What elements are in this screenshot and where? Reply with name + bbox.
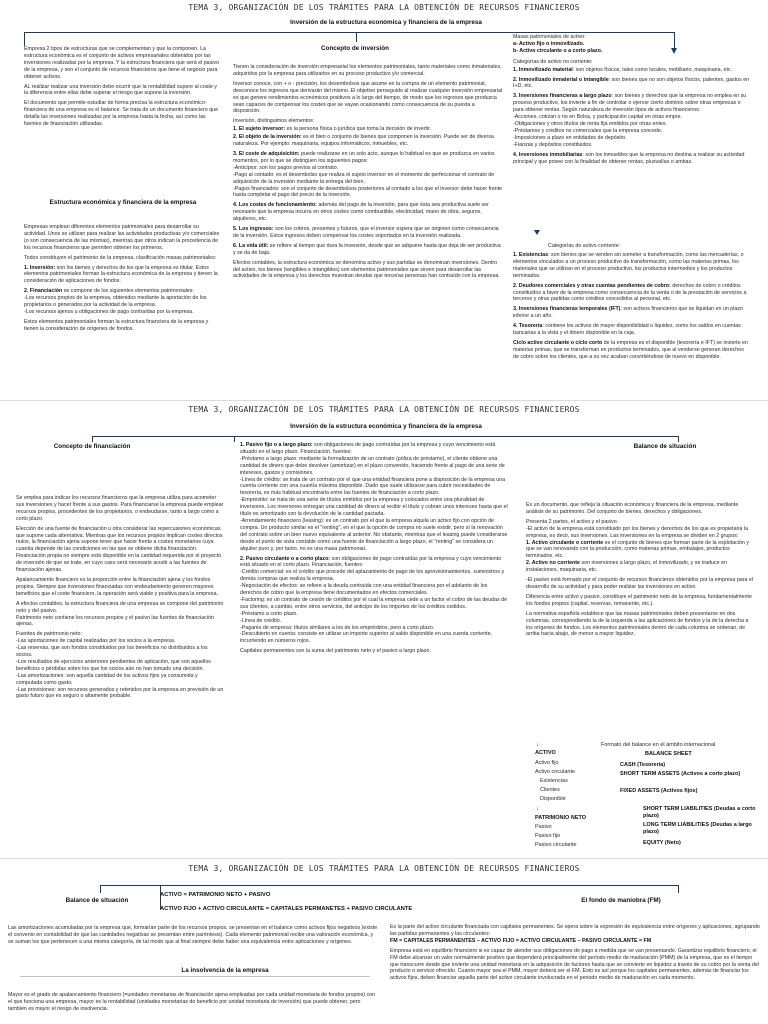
text: : son bienes que no son objetos físicos, patentes, gastos en I+D, etc. (513, 76, 750, 90)
bold-term: 2. Pasivo circulante o a corto plazo: (240, 555, 331, 562)
paragraph: -Línea de crédito: se trata de un contrato por el que una entidad financiera pone a disposición de la empresa una cuenta corriente con una cuantía máxima disponible. Dado que suele utilizarse para cubrir necesidades de tesorería, es más habitual encontrarla entre las fuentes de financiación a corto plazo. (240, 476, 506, 497)
paragraph: -Los resultados de ejercicios anteriores pendientes de aplicación, que son aquellos beneficios o pérdidas sobre los que los socios aún no han tomado una decisión. (16, 658, 211, 672)
existencias: Existencias (540, 778, 568, 784)
bold-term: EQUITY (Neto) (643, 840, 681, 846)
bold-term: LONG TERM LIABILITIES (Deudas a largo plazo) (643, 822, 752, 835)
connector-line (92, 436, 93, 442)
text: -Fianzas y depósitos constituidos. (513, 141, 593, 148)
connector-line (234, 436, 235, 442)
page2-middle-column (240, 442, 510, 658)
text: son inversiones a largo plazo, el inmovilizado, y se traduce en instalaciones, maquinaria, etc. (526, 560, 727, 574)
paragraph: -Descubierto en cuenta: consiste en utilizar un importe superior al saldo disponible en una cuenta corriente, incurriendo en números rojos. (240, 631, 493, 645)
bold-term: 4. Los costes de funcionamiento: (233, 202, 317, 209)
paragraph: -El pasivo está formado por el conjunto de recursos financieros obtenidos por la empresa para el desarrollo de su actividad y para poder realizar las inversiones en activo. (526, 577, 754, 590)
page1-middle-column (233, 64, 503, 283)
bold-term: 1. Pasivo fijo o a largo plazo: (240, 442, 313, 448)
paragraph (240, 442, 510, 456)
format-label: Formato del balance en el ámbito internacional (601, 742, 716, 748)
paragraph (513, 152, 751, 166)
connector-line (356, 32, 357, 42)
subsection-heading: Concepto de inversión (321, 45, 389, 52)
bold-term: 2. Inmovilizado inmaterial o intangible (513, 76, 609, 83)
bold-term: 3. Inversiones financieras a largo plazo (513, 93, 612, 100)
page2-right-column (526, 502, 756, 641)
bold-term: SHORT TERM ASSETS (Activos a corto plazo) (620, 771, 741, 777)
paragraph: -Crédito comercial: es el crédito que procede del aplazamiento de pago de los aprovisionamientos, suministros y demás compras que realiza la empresa. (240, 569, 505, 583)
arrow-down-icon: ↓ (536, 806, 539, 812)
paragraph (513, 252, 751, 280)
paragraph: La normativa española establece que las masas patrimoniales deben presentarse en dos columnas, correspondiendo la de la izquierda a las aplicaciones de fondos y la de la derecha a los orígenes de fondos. Los elementos patrimoniales dentro de cada columna se ordenan, de arriba hacia abajo, de menor a mayor liquidez. (526, 610, 749, 638)
paragraph: -Pagarés de empresa: títulos similares a los de los empréstitos, pero a corto plazo. (240, 624, 435, 631)
paragraph: -Préstamo a corto plazo. (240, 610, 298, 617)
pasivo-circulante: Pasivo circulante (535, 842, 577, 848)
bold-term: ACTIVO (535, 750, 556, 756)
page3-left-column-2 (8, 992, 378, 1016)
bold-term: 5. Los ingresos: (233, 226, 274, 233)
clientes: Clientes (540, 787, 560, 793)
paragraph: Efectos contables, la estructura económica se denomina activo y sus partidas se denominan inversiones. Dentro del activo, los bienes (tangibles e intangibles) son elementos patrimoniales que sirven para desarrollar las actividades de la empresa y los derechos muestran deudas que terceras personas han contraído con la empresa. (233, 259, 500, 280)
text: se compone de los siguientes elementos patrimoniales: (62, 288, 194, 295)
paragraph: -Las aportaciones de capital realizadas por los socios a la empresa. (16, 638, 176, 645)
paragraph: Presenta 2 partes, el activo y el pasivo. (526, 518, 619, 525)
paragraph (233, 151, 503, 199)
bold-term: a- Activo fijo o inmovilizado. (513, 40, 585, 47)
bold-term: 2. Deudores comerciales y otras cuentas pendientes de cobro: (513, 282, 671, 289)
paragraph: Empresa 2 tipos de estructuras que se complementan y que la componen. La estructura económica es el conjunto de activos empresariales obtenidos por las inversiones realizadas por la empresa. Y la estructura financiera que será el pasivo de la empresa, y son el conjunto de recursos financieros que tiene el negocio para obtener activos. (24, 46, 220, 80)
connector-line (100, 885, 678, 886)
paragraph: -Negociación de efectos: se refiere a la deuda contraída con una entidad financiera por el adelanto de los derechos de cobro que la empresa tiene documentados en efectos comerciales. (240, 583, 488, 597)
paragraph (233, 126, 503, 133)
connector-line (20, 976, 370, 977)
text: es el bien o conjunto de bienes que componen la inversión. Puede ser de diversa naturaleza. Por ejemplo: maquinaria, equipos informáticos, inmuebles, etc. (233, 134, 494, 148)
text: -Anticipos: son los pagos previos al contrato. (233, 164, 339, 171)
page3-left-column (8, 925, 378, 949)
paragraph (233, 134, 503, 148)
page1-left-column-2 (24, 224, 222, 336)
subsection-heading: Concepto de financiación (53, 443, 131, 450)
bold-term: BALANCE SHEET (645, 751, 692, 757)
paragraph: -Empréstito: se trata de una serie de títulos emitidos por la empresa y colocados entre una pluralidad de inversores. Los inversores entregan una cantidad de dinero al recibir el título y cobran unos intereses hasta que el título es amortizado con la devolución de la cantidad pactada. (240, 497, 508, 518)
paragraph: AL realizar realizar una inversión debe ocurrir que la rentabilidad supere al coste y la diferencia entre ellas debe superar el riesgo que supone la inversión. (24, 83, 217, 97)
paragraph: -Línea de crédito. (240, 617, 282, 624)
paragraph: Diferencia entre activo y pasivo, constituye el patrimonio neto de la empresa, fundamentalmente los fondos propios (capital, reservas, remanente, etc.). (526, 593, 752, 607)
bold-term: 1. Existencias (513, 252, 549, 258)
bold-term: b- Activo circulante o a corto plazo. (513, 47, 603, 54)
section-heading: Inversión de la estructura económica y financiera de la empresa (290, 423, 482, 430)
paragraph (526, 540, 756, 561)
text: : son los inmuebles que la empresa no destina a realizar su actividad principal y que posee con la finalidad de obtener rentas, plusvalías o ambas. (513, 151, 745, 165)
paragraph (513, 77, 751, 91)
bold-term: 3. Inversiones financieras temporales (IFT) (513, 306, 621, 313)
paragraph: -Las reservas, que son fondos constituidos por los beneficios no distribuidos a los socios. (16, 645, 208, 659)
arrow-down-icon (534, 230, 540, 235)
subsection-heading: La insolvencia de la empresa (181, 967, 269, 974)
text: : contiene los activos de mayor disponibilidad o liquidez, como los saldos en cuentas bancarias a la vista y el dinero disponible en la caja. (513, 323, 741, 337)
paragraph: El documento que permite estudiar de forma precisa la estructura económico-financiera de una empresa es el balance. Se trata de un documento financiero que detalla las inversiones realizadas por la empresa hasta la fecha, así como las fuentes de financiación utilizadas. (24, 100, 219, 128)
paragraph (513, 340, 751, 361)
activo-label (535, 750, 556, 757)
pasivo: Pasivo (535, 824, 552, 830)
paragraph: Estos elementos patrimoniales forman la estructura financiera de la empresa y tienen la consideración de orígenes de fondos. (24, 318, 209, 332)
paragraph (513, 93, 751, 148)
bold-term: 2. Activo no corriente (526, 560, 580, 567)
bold-term: 1. Activo circulante o corriente (526, 539, 604, 546)
text: : son bienes que se venden sin someter a transformación, como las mercaderías, o elementos vinculados a un proceso productivo de transformación, como las materias primas, los materiales que se utilizan en el proceso productivo, los productos intermedios y los productos terminados. (513, 252, 744, 279)
paragraph: Mayor es el grado de apalancamiento financiero (=unidades monetarias de financiación ajena empleadas por cada unidad monetaria de fondos propios) con el que funciona una empresa, mayor es la rentabilidad (unidades monetarias de beneficio por unidad monetaria de inversión) que puede obtener, pero también es mayor el riesgo de insolvencia. (8, 992, 376, 1012)
paragraph: Las amortizaciones acumuladas por la empresa que, formarían parte de los recursos propios, se presentan en el balance como activos fijos negativos (existe el convenio en contabilidad de que las cantidades negativas se presentan entre paréntesis). Cada elemento patrimonial recibe una valoración económica, y se suman los que pertenecen a una misma categoría, de tal modo que al final siempre debe haber una equivalencia entre aplicaciones y orígenes. (8, 925, 378, 945)
disponible: Disponible (540, 796, 566, 802)
paragraph: -Las amortizaciones: son aquella cantidad de los activos fijos ya consumida y computada como gasto. (16, 672, 198, 686)
connector-line (24, 32, 674, 33)
paragraph: -Préstamo a largo plazo: mediante la formalización de un contrato (póliza de préstamo), el cliente obtiene una cantidad de dinero que debe devolver (amortizar) en el plazo convenido, haciendo frente al pago de una serie de intereses, gastos y comisiones. (240, 455, 505, 476)
page-title: TEMA 3, ORGANIZACIÓN DE LOS TRÁMITES PARA LA OBTENCIÓN DE RECURSOS FINANCIEROS (188, 3, 580, 12)
arrow-down-icon: ↓ (536, 742, 539, 748)
paragraph: A efectos contables, la estructura financiera de una empresa se compone del patrimonio neto y del pasivo. (16, 600, 224, 614)
bold-term: 2. El objeto de la inversión: (233, 134, 302, 141)
page-title: TEMA 3, ORGANIZACIÓN DE LOS TRÁMITES PARA LA OBTENCIÓN DE RECURSOS FINANCIEROS (188, 864, 580, 873)
paragraph (24, 288, 222, 316)
formula: ACTIVO = PATRIMONIO NETO + PASIVO (160, 892, 271, 898)
paragraph: Apalancamiento financiero es la proporción entre la financiación ajena y los fondos propios. Siempre que inversiones financiadas con endeudamiento generen mayores beneficios que el coste financiero, la operación será viable y positiva para la empresa. (16, 576, 218, 597)
paragraph: Elección de una fuente de financiación u otra considerar las repercusiones económicas que supone cada alternativa. Mientras que los recursos propios implican costes directos nulos, la financiación ajena supone tener que hacer frente a costes monetarios cuya cuantía depende de las condiciones en las que se obtiene dicha financiación. Financiación propia no siempre está disponible en la cantidad requerida por el proyecto de inversión de que se trate, en cuyo caso será necesario acudir a las fuentes de financiación ajenas. (16, 525, 223, 574)
paragraph: Categorías de activo no corriente: (513, 58, 593, 65)
paragraph (233, 243, 503, 257)
text: derechos de cobro o créditos constituidos a favor de la empresa como consecuencia de la venta o de la prestación de servicios a terceros y otras partidas como créditos concedidos al personal, etc. (513, 282, 747, 303)
paragraph (233, 202, 503, 223)
text: es la persona física o jurídica que toma la decisión de invertir. (285, 126, 432, 133)
paragraph: Fuentes de patrimonio neto: (16, 631, 82, 638)
paragraph: Tienen la consideración de inversión empresarial los elementos patrimoniales, tanto materiales como inmateriales, adquiridos por la empresa para utilizarlos en su proceso productivo y/o comercial. (233, 64, 502, 77)
text: -Los recursos propios de la empresa, obtenidos mediante la aportación de los propietarios o generados por la actividad de la empresa. (24, 295, 207, 309)
page3-right-column (390, 924, 760, 985)
bold-term: PATRIMONIO NETO (535, 815, 587, 821)
paragraph (513, 323, 751, 337)
text: : son activos financieros que se liquidan en un plazo inferior a un año. (513, 306, 743, 320)
text: son obligaciones de pago contraídas por la empresa y cuyo vencimiento está situado en el largo plazo. Financiación, fuentes: (240, 442, 496, 455)
page-divider (0, 400, 768, 401)
paragraph (513, 283, 751, 304)
text: -Préstamos y créditos no comerciales que la empresa concede. (513, 127, 663, 134)
paragraph (513, 48, 751, 55)
paragraph: -Factoring: es un contrato de cesión de créditos por el cual la empresa cede a un factor el cobro de las deudas de sus clientes, a cambio, entre otros servicios, del anticipo de los importes de los créditos cedidos. (240, 596, 508, 610)
bold-term: 4. Tesorería (513, 323, 543, 330)
text: : son objetos físicos, tales como locales, mobiliario, maquinaria, etc. (572, 66, 733, 73)
balance-sheet-title (645, 751, 692, 758)
text: -Pagos financiados: son el conjunto de desembolsos posteriores al contado a los que el inversor debe hacer frente hasta completar el pago del precio de la inversión. (233, 185, 503, 199)
page-divider (0, 858, 768, 859)
page1-left-column (24, 46, 222, 131)
bold-term: 6. La vida útil: (233, 242, 269, 249)
paragraph: Masas patrimoniales de activo: (513, 34, 586, 40)
text: -Acciones, cotizan o no en Bolsa, y participación capital en otras empre. (513, 114, 683, 121)
paragraph: Patrimonio neto contiene los recursos propios y el pasivo las fuentes de financiación ajenas. (16, 614, 214, 628)
paragraph (513, 67, 751, 74)
bold-term: 1. El sujeto inversor: (233, 126, 286, 133)
connector-line (100, 885, 101, 893)
bold-term: 1. Inmovilizado material (513, 66, 573, 73)
paragraph: Es un documento, que refleja la situación económica y financiera de la empresa, mediante análisis de su patrimonio. Del conjunto de bienes, derechos y obligaciones. (526, 502, 739, 515)
paragraph: Todos constituyen el patrimonio de la empresa, clasificación masas patrimoniales: (24, 254, 217, 261)
text: son los cobros, presentes y futuros, que el inversor espera que se originen como consecuencia de la inversión. Estos ingresos deben compensar los costes soportados en la inversión realizada. (233, 226, 499, 239)
text: de la empresa es el disponible (tesorería e IFT) se invierte en materias primas, que se transforman en productos terminados, que al venderse generan derechos de cobro sobre los clientes, que a su vez acaban convirtiéndose de nuevo en disponible. (513, 339, 748, 360)
paragraph (240, 556, 510, 570)
text: : son bienes y derechos que la empresa no emplea en su proceso productivo, los invierte a fin de controlar o ejercer cierto dominio sobre otras empresas o para obtener rentas. Según naturaleza de inversión tipos de activos financieros: (513, 93, 747, 114)
paragraph: Empresas emplean diferentes elementos patrimoniales para desarrollar su actividad. Unos se utilizan para realizar las actividades productivas y/o comerciales (o son consecuencia de las mismas), mientras que otros indican la procedencia de los recursos financieros que permiten obtener los primeros. (24, 224, 220, 251)
paragraph: -Arrendamiento financiero (leasing): es un contrato por el que la empresa alquila un activo fijo con opción de compra. Un producto similar es el "renting", en el que la opción de compra no suele existir, pero sí la renovación del contrato sobre un bien nuevo equivalente al anterior. No obstante, mientras que el leasing puede considerarse desde el punto de vista contable como una fuente de financiación a largo plazo, el "renting" se considera un alquiler puro y, por tanto, no es una masa patrimonial. (240, 517, 508, 552)
paragraph: -El activo de la empresa está constituido por los bienes y derechos de los que es propietaria la empresa, es decir, sus inversiones. Las inversiones en la empresa se dividen en 2 grupos: (526, 525, 749, 539)
paragraph (233, 226, 503, 240)
text: son los bienes y derechos de los que la empresa es titular. Estos elementos patrimoniales forman la estructura económica de la empresa y tienen la consideración de aplicaciones de fondos. (24, 264, 218, 285)
paragraph: Se emplea para indicar los recursos financieros que la empresa utiliza para acometer sus inversiones y hacer frente a sus gastos. Para financiarse la empresa puede emplear recursos propios, procedentes de los propietarios, o endeudarse, tanto a largo como a corto plazo. (16, 495, 224, 522)
bold-term: FM = CAPITALES PERMANENTES – ACTIVO FIJO = ACTIVO CIRCULANTE – PASIVO CIRCULANTE = FM (390, 937, 652, 944)
subsection-heading: Balance de situación (65, 897, 129, 904)
activo-fijo: Activo fijo (535, 760, 559, 766)
paragraph (513, 41, 751, 48)
page1-right-column (513, 34, 751, 168)
page2-left-column (16, 495, 224, 703)
bold-term: SHORT TERM LIABILITIES (Deudas a corto plazo) (643, 806, 756, 819)
paragraph: Es la parte del activo circulante financiada con capitales permanentes. Se opera sobre la expresión de equivalencia entre orígenes y aplicaciones, agrupando las partidas permanentes y las circulantes: (390, 924, 760, 937)
paragraph (526, 560, 756, 574)
text: son obligaciones de pago contraídas por la empresa y cuyo vencimiento está situado en el corto plazo. Financiación, fuentes: (240, 555, 502, 569)
paragraph: -Las provisiones: son recursos generados y retenidos por la empresa en previsión de un gasto futuro que es seguro o altamente probable. (16, 686, 224, 700)
bold-term: 2. Financiación (24, 288, 63, 295)
bold-term: FIXED ASSETS (Activos fijos) (620, 788, 698, 794)
bold-term: 4. Inversiones inmobiliarias (513, 151, 583, 158)
bold-term: CASH (Tesorería) (620, 762, 666, 768)
text: puede realizarse en un solo acto, aunque lo habitual es que se produzca en varios momentos, por lo que se distinguen los siguientes pagos: (233, 150, 495, 164)
bold-term: 1. Inversión: (24, 264, 56, 271)
subsection-heading: El fondo de maniobra (FM) (581, 897, 661, 904)
formula: ACTIVO FIJO + ACTIVO CIRCULANTE = CAPITALES PERMANETES + PASIVO CIRCULANTE (160, 906, 413, 912)
text: -Obligaciones y otros títulos de renta fija emitidos por otras entes. (513, 120, 667, 127)
paragraph: Empresa está en equilibrio financiero si es capaz de atender sus obligaciones de pago a medida que se van presentando. Garantizar equilibrio financiero, el FM debe alcanzar un valor normalmente positivo que dependerá principalmente del período medio de maduración (PMM) de la empresa, que es el tiempo que transcurre desde que invierte una unidad monetaria en la adquisición de factores hasta que se convierte en liquidez a través de su cobro por la venta del producto o servicio ofrecido. Cuanto mayor sea el PMM, mayor deberá ser el FM. Esto es así porque los capitales permanentes, además de financiar los activos fijos, deben financiar aquella parte del activo circulante involucrada en el periodo medio de maduración en cada momento. (390, 947, 759, 982)
text: se refiere al tiempo que dura la inversión, desde que se adquiere hasta que deja de ser productiva y se da de baja. (233, 242, 501, 256)
connector-line (24, 32, 25, 46)
connector-line (92, 436, 678, 437)
paragraph (513, 306, 751, 320)
text: -Pago al contado: es el desembolso que realiza el sujeto inversor en el momento de perfeccionar el contrato de adquisición de la inversión mediante la entrega del bien. (233, 171, 495, 185)
subsection-heading: Balance de situación (633, 443, 697, 450)
page-title: TEMA 3, ORGANIZACIÓN DE LOS TRÁMITES PARA LA OBTENCIÓN DE RECURSOS FINANCIEROS (188, 405, 580, 414)
pasivo-fijo: Pasivo fijo (535, 833, 561, 839)
connector-line (678, 885, 679, 893)
bold-term: 3. El coste de adquisición: (233, 150, 300, 157)
text: -Los recursos ajenos u obligaciones de pago contraídas por la empresa. (24, 308, 194, 315)
subheading: Categorías de activo corriente: (548, 243, 621, 249)
text: además del pago de la inversión, para que ésta sea productiva suele ser necesario que la empresa incurra en otros costes como combustible, electricidad, mano de obra, seguros, alquileres, etc. (233, 202, 489, 223)
paragraph: Capitales permanentes son la suma del patrimonio neto y el pasivo a largo plazo. (240, 648, 431, 655)
activo-circulante: Activo circulante (535, 769, 576, 775)
text: es el conjunto de bienes que forman parte de la explotación y que se van renovando con la producción, como materias primas, embalajes, productos terminados, etc. (526, 539, 749, 560)
bold-term: Ciclo activo circulante o ciclo corto (513, 339, 603, 346)
paragraph (390, 938, 760, 945)
subsection-heading: Estructura económica y financiera de la empresa (49, 199, 197, 206)
paragraph (24, 265, 222, 286)
paragraph: Inversión, distinguimos elementos: (233, 118, 315, 125)
section-heading: Inversión de la estructura económica y financiera de la empresa (290, 19, 482, 26)
text: -Imposiciones a plazo en entidades de depósito. (513, 134, 627, 141)
connector-line (678, 436, 679, 442)
paragraph: Inversor conoce, con + o - precisión, los desembolsos que asume en la compra de un elemento patrimonial, desconoce los ingresos que derivarán del mismo. El objetivo perseguido al realizar cualquier inversión empresarial es que genere rendimientos económicos positivos a lo largo del tiempo, de modo que los ingresos que produzca sean capaces de compensar los costes que se vayan ocasionando como consecuencia de su puesta a disposición. (233, 80, 503, 115)
page1-right-column-2 (513, 252, 751, 364)
